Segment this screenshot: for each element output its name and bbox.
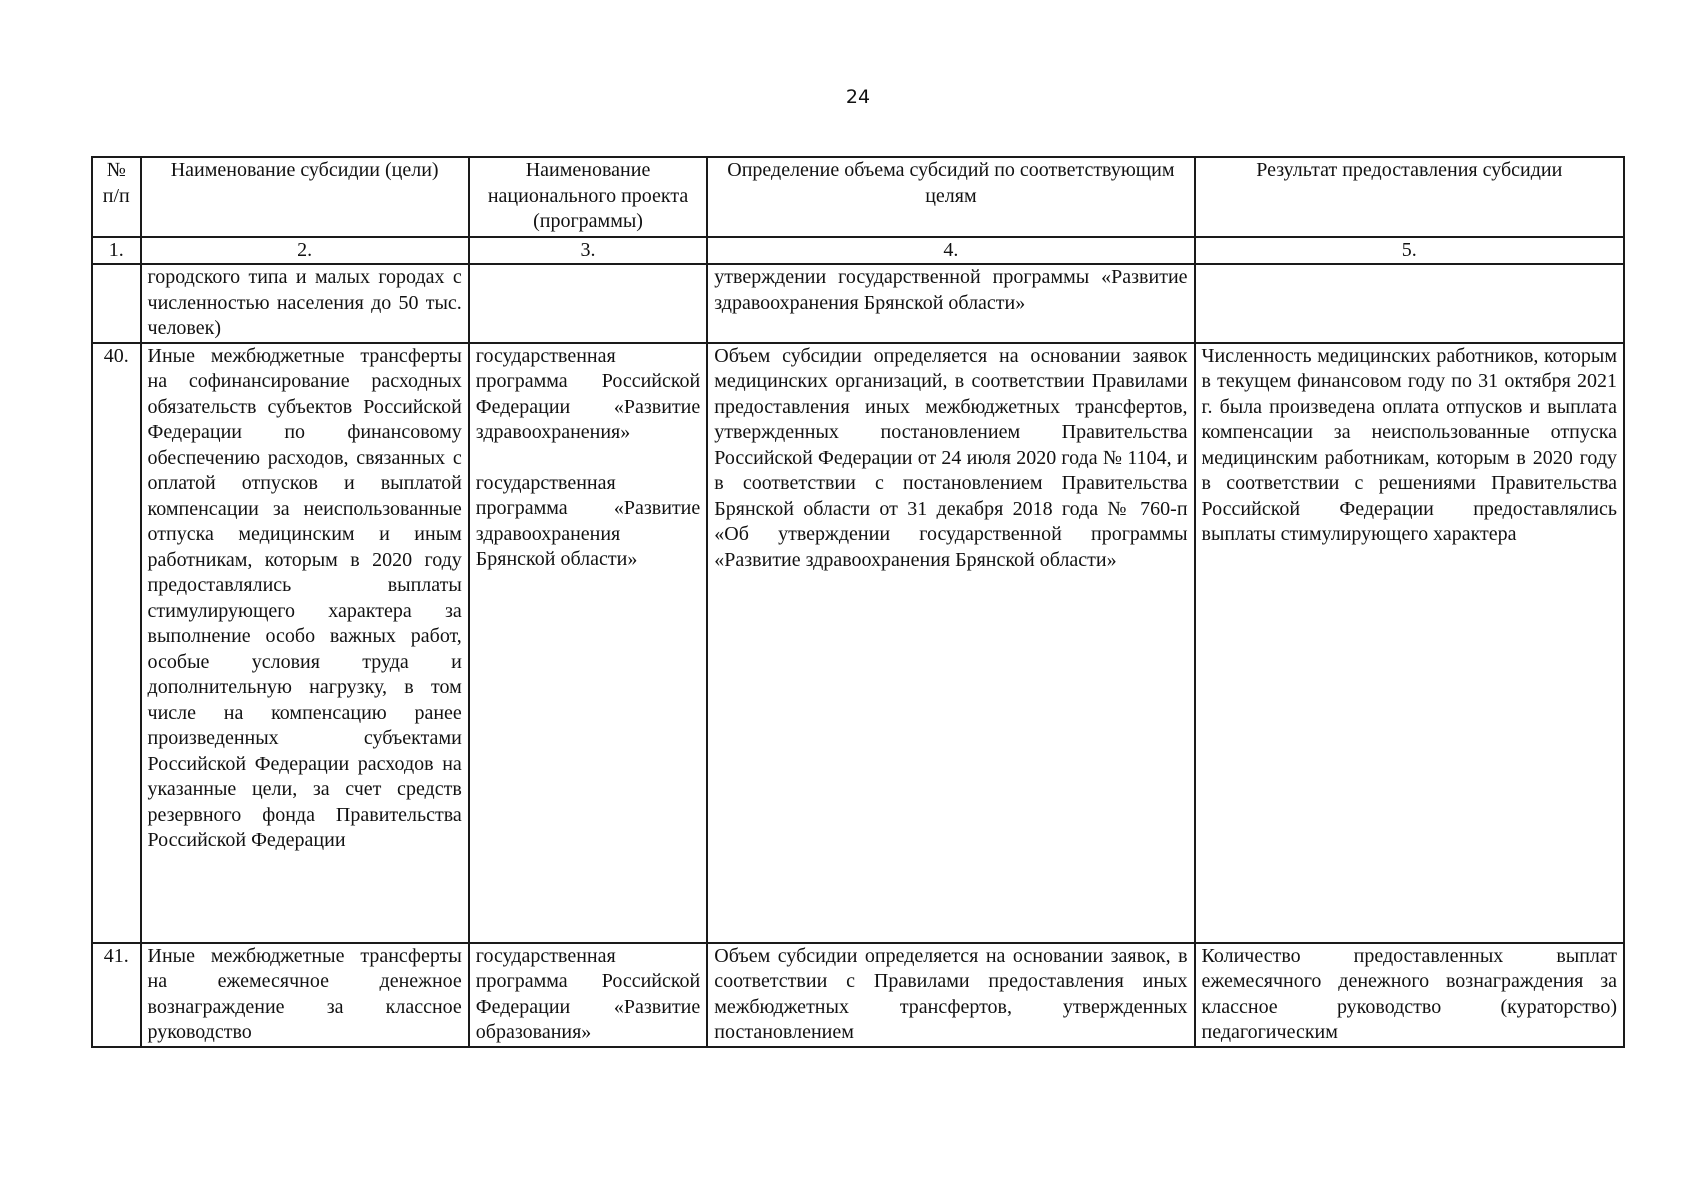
- definition-cell: Объем субсидии определяется на основании заявок медицинских организаций, в соответствии Правилами предоставления иных межбюджетных трансфертов, утвержденных постановлением Правительства Российской Федерации от 24 июля 2020 года № 1104, и в соответствии с постановлением Правительства Брянской области от 31 декабря 2018 года № 760-п «Об утверждении государственной программы «Развитие здравоохранения Брянской области»: [707, 343, 1194, 943]
- row-number: 40.: [92, 343, 141, 943]
- table-row: [92, 943, 1624, 1047]
- header-national-project: Наименование национального проекта (программы): [469, 157, 707, 237]
- column-number: 2.: [141, 237, 469, 264]
- project-cell: государственная программа Российской Федерации «Развитие образования»: [469, 943, 707, 1047]
- column-number: 5.: [1195, 237, 1624, 264]
- subsidy-name-cell: Иные межбюджетные трансферты на софинансирование расходных обязательств субъектов Российской Федерации по финансовому обеспечению расходов, связанных с оплатой отпусков и выплатой компенсации за неиспользованные отпуска медицинским и иным работникам, которым в 2020 году предоставлялись выплаты стимулирующего характера за выполнение особо важных работ, особые условия труда и дополнительную нагрузку, в том числе на компенсацию ранее произведенных субъектами Российской Федерации расходов на указанные цели, за счет средств резервного фонда Правительства Российской Федерации: [141, 343, 469, 943]
- row-number: 41.: [92, 943, 141, 1047]
- subsidy-table: [91, 156, 1625, 1048]
- header-subsidy-name: Наименование субсидии (цели): [141, 157, 469, 237]
- header-volume-definition: Определение объема субсидий по соответствующим целям: [707, 157, 1194, 237]
- header-num: № п/п: [92, 157, 141, 237]
- column-number: 3.: [469, 237, 707, 264]
- row-number: [92, 264, 141, 343]
- table-row: [92, 343, 1624, 943]
- project-federal: государственная программа Российской Федерации «Развитие здравоохранения»: [475, 344, 701, 443]
- project-cell: [469, 343, 707, 943]
- column-number-row: [92, 237, 1624, 264]
- result-cell: [1195, 264, 1624, 343]
- table-row: [92, 264, 1624, 343]
- header-result: Результат предоставления субсидии: [1195, 157, 1624, 237]
- table-header-row: [92, 157, 1624, 237]
- project-cell: [469, 264, 707, 343]
- column-number: 1.: [92, 237, 141, 264]
- subsidy-name-cell: городского типа и малых городах с численностью населения до 50 тыс. человек): [141, 264, 469, 343]
- column-number: 4.: [707, 237, 1194, 264]
- result-cell: Численность медицинских работников, которым в текущем финансовом году по 31 октября 2021 г. была произведена оплата отпусков и выплата компенсации за неиспользованные отпуска медицинским работникам, которым в 2020 году в соответствии с решениями Правительства Российской Федерации предоставлялись выплаты стимулирующего характера: [1195, 343, 1624, 943]
- definition-cell: утверждении государственной программы «Развитие здравоохранения Брянской области»: [707, 264, 1194, 343]
- subsidy-name-cell: Иные межбюджетные трансферты на ежемесячное денежное вознаграждение за классное руководство: [141, 943, 469, 1047]
- page-number: 24: [845, 86, 871, 108]
- result-cell: Количество предоставленных выплат ежемесячного денежного вознаграждения за классное руководство (кураторство) педагогическим: [1195, 943, 1624, 1047]
- project-regional: государственная программа «Развитие здравоохранения Брянской области»: [475, 471, 701, 570]
- definition-cell: Объем субсидии определяется на основании заявок, в соответствии с Правилами предоставления иных межбюджетных трансфертов, утвержденных постановлением: [707, 943, 1194, 1047]
